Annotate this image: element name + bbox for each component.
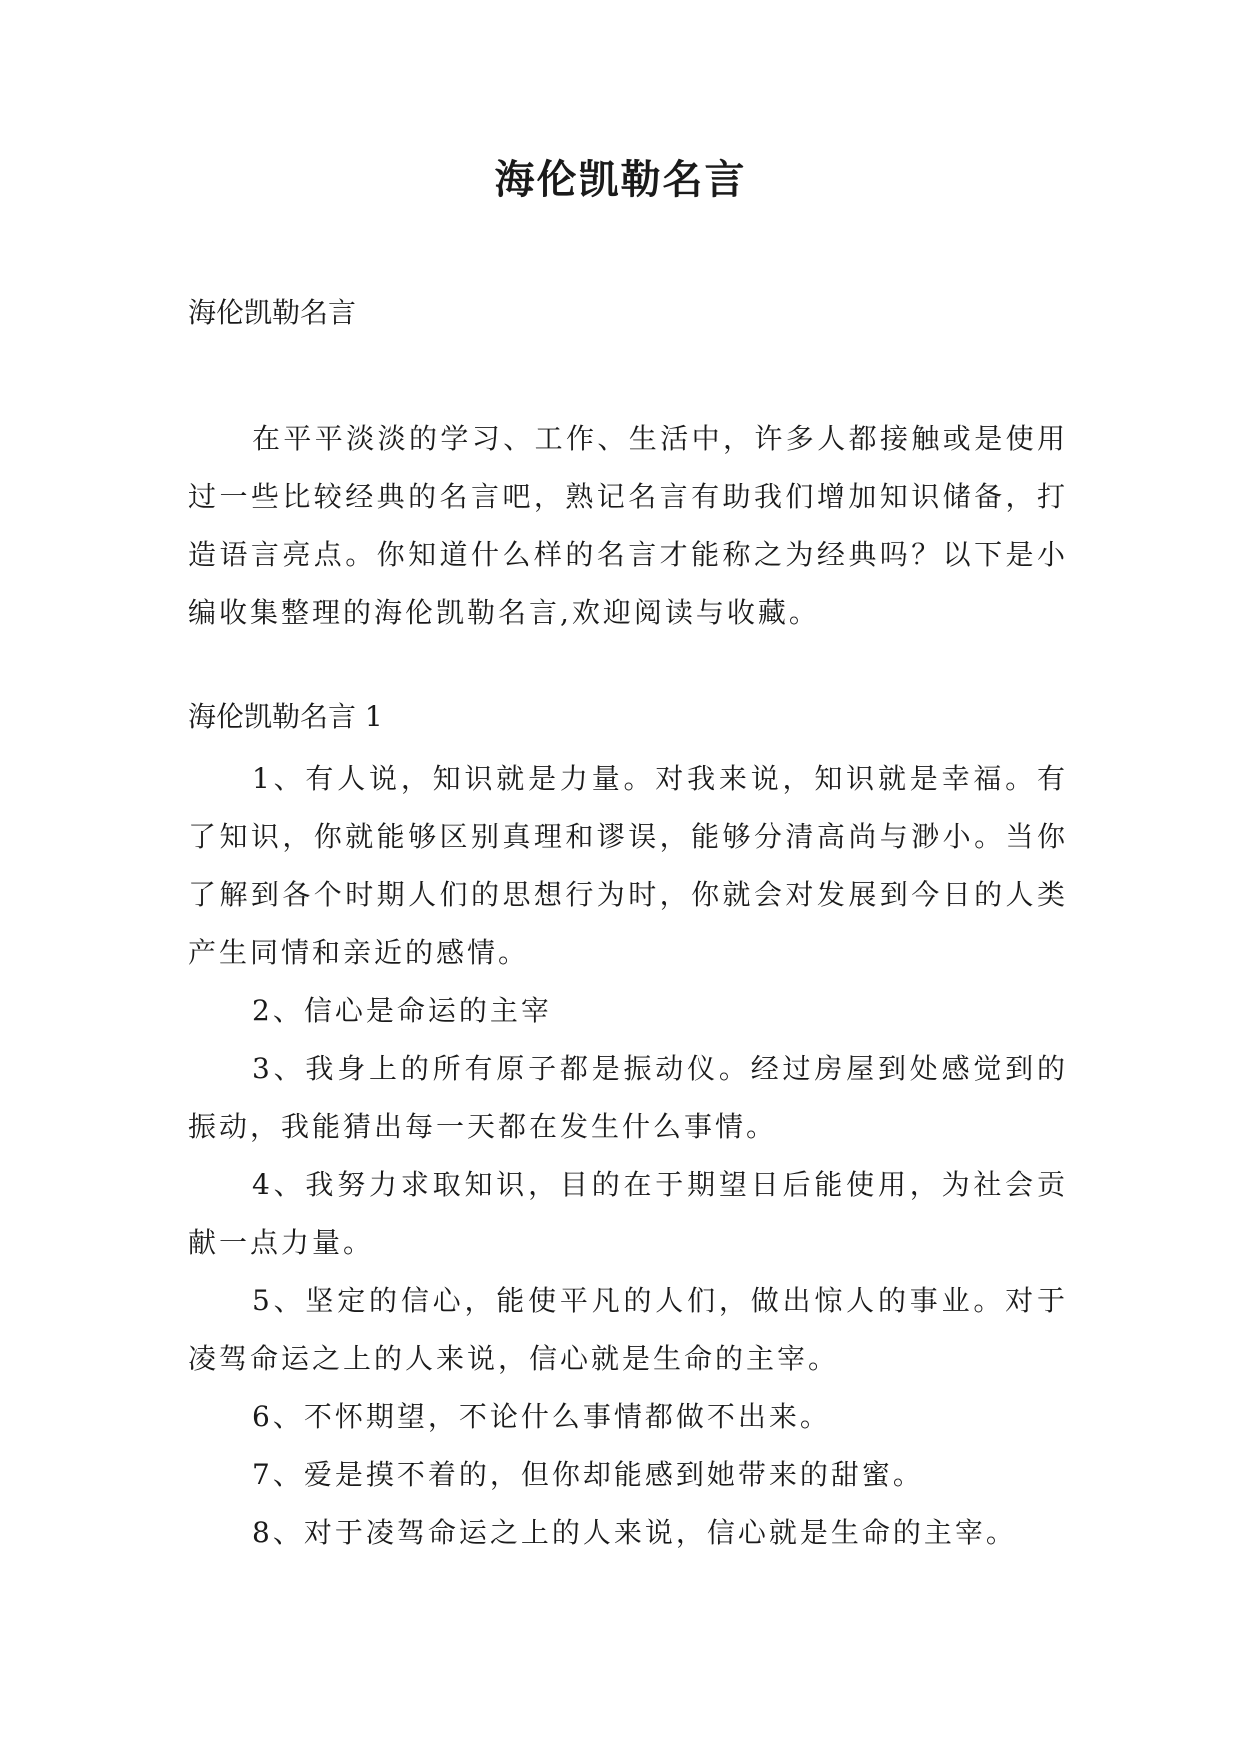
quote-item: 4、我努力求取知识，目的在于期望日后能使用，为社会贡献一点力量。 <box>188 1168 1068 1259</box>
quote-item: 1、有人说，知识就是力量。对我来说，知识就是幸福。有了知识，你就能够区别真理和谬误，能够分清高尚与渺小。当你了解到各个时期人们的思想行为时，你就会对发展到今日的人类产生同情和亲近的感情。 <box>188 762 1068 969</box>
quote-item: 8、对于凌驾命运之上的人来说，信心就是生命的主宰。 <box>252 1516 1017 1549</box>
quote-item: 3、我身上的所有原子都是振动仪。经过房屋到处感觉到的振动，我能猜出每一天都在发生什么事情。 <box>188 1052 1068 1143</box>
quote-item: 5、坚定的信心，能使平凡的人们，做出惊人的事业。对于凌驾命运之上的人来说，信心就是生命的主宰。 <box>188 1284 1068 1375</box>
quote-item: 2、信心是命运的主宰 <box>252 994 552 1027</box>
document-subtitle: 海伦凯勒名言 <box>188 296 357 329</box>
document-title: 海伦凯勒名言 <box>494 156 747 203</box>
intro-paragraph: 在平平淡淡的学习、工作、生活中，许多人都接触或是使用过一些比较经典的名言吧，熟记名言有助我们增加知识储备，打造语言亮点。你知道什么样的名言才能称之为经典吗？以下是小编收集整理的海伦凯勒名言,欢迎阅读与收藏。 <box>188 422 1068 629</box>
section-heading: 海伦凯勒名言 1 <box>188 700 383 733</box>
quote-item: 6、不怀期望，不论什么事情都做不出来。 <box>252 1400 831 1433</box>
quote-list <box>188 750 1068 1562</box>
quote-item: 7、爱是摸不着的，但你却能感到她带来的甜蜜。 <box>252 1458 924 1491</box>
